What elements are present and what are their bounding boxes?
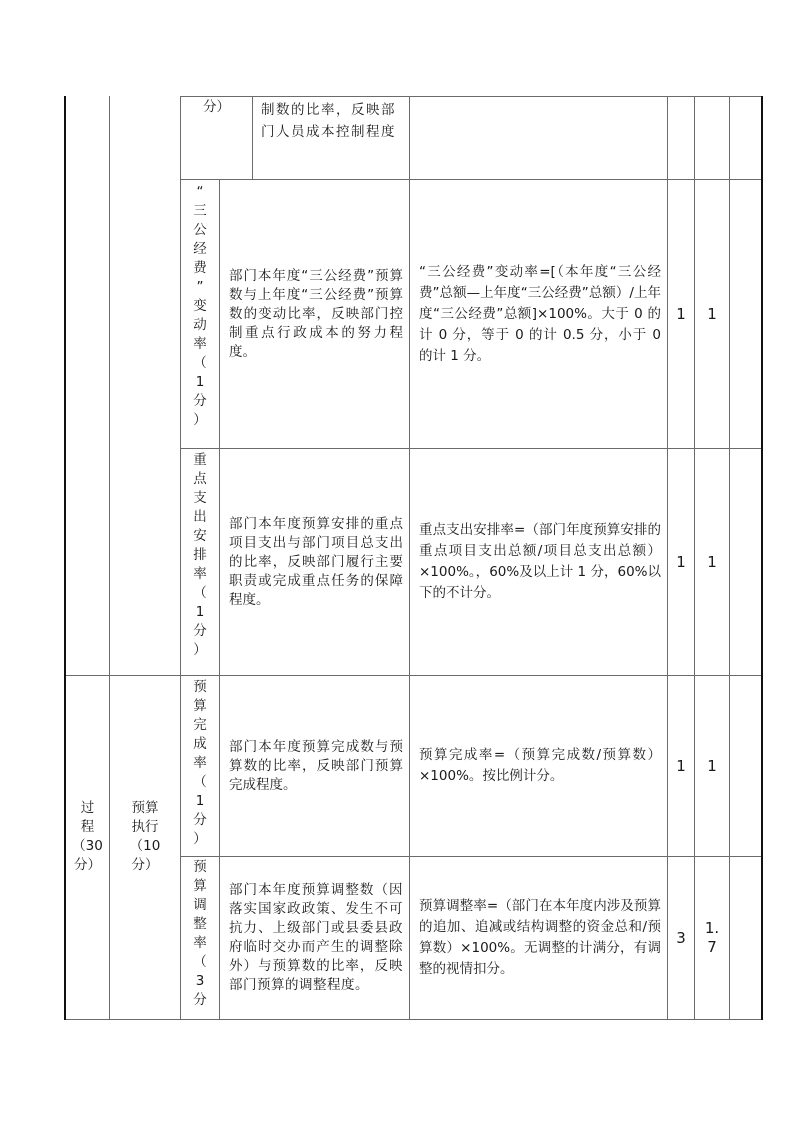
indicator-char: 率 <box>193 336 207 352</box>
description-cell <box>220 857 409 1019</box>
indicator-char: （ <box>193 355 207 371</box>
indicator-char: 动 <box>193 317 207 333</box>
indicator-char: 1 <box>195 793 205 809</box>
indicator-char: （ <box>193 774 207 790</box>
indicator-char: 分 <box>193 623 207 639</box>
score-cell <box>695 676 729 856</box>
weight-value: 1 <box>676 552 686 571</box>
indicator-char: 排 <box>193 547 207 563</box>
indicator-char: 重 <box>193 452 207 468</box>
indicator-cell <box>181 858 219 1019</box>
indicator-char: 分 <box>193 393 207 409</box>
weight-cell <box>668 180 694 448</box>
description-cell <box>220 180 409 448</box>
note-cell <box>730 676 761 856</box>
indicator-char: 分 <box>193 992 207 1008</box>
description-text: 部门本年度“三公经费”预算数与上年度“三公经费”预算数的变动比率，反映部门控制重点行政成本的努力程度。 <box>229 267 403 360</box>
indicator-char: 费 <box>193 260 207 276</box>
indicator-char: “ <box>196 184 204 200</box>
description-text: 部门本年度预算调整数（因落实国家政政策、发生不可抗力、上级部门或县委县政府临时交办而产生的调整除外）与预算数的比率，反映部门预算的调整程度。 <box>229 882 403 993</box>
criteria-cell <box>410 676 667 856</box>
weight-value: 3 <box>676 928 686 947</box>
indicator-char: 调 <box>193 897 207 913</box>
indicator-char: 整 <box>193 916 207 932</box>
criteria-text: 预算完成率=（预算完成数/预算数）×100%。按比例计分。 <box>419 747 661 784</box>
indicator-char: 安 <box>193 528 207 544</box>
indicator-char: 算 <box>193 878 207 894</box>
level2-char: 分） <box>131 857 159 873</box>
description-text: 部门本年度预算安排的重点项目支出与部门项目总支出的比率，反映部门履行主要职责或完成重点任务的保障程度。 <box>229 515 403 608</box>
indicator-char: 经 <box>193 241 207 257</box>
description-text: 制数的比率，反映部门人员成本控制程度 <box>261 102 396 140</box>
table-border-top-partial <box>180 96 762 97</box>
level2-indicator-cell <box>110 799 180 875</box>
level2-char: （10 <box>129 838 161 854</box>
score-cell <box>695 857 729 1019</box>
indicator-char: 率 <box>193 755 207 771</box>
indicator-char: 出 <box>193 509 207 525</box>
indicator-char: 三 <box>193 203 207 219</box>
note-cell <box>730 180 761 448</box>
criteria-text: “三公经费”变动率=[（本年度“三公经费”总额—上年度“三公经费”总额）/上年度“三公经费”总额]×100%。大于 0 的计 0 分，等于 0 的计 0.5 分，小于 0 的计 1 分。 <box>419 263 661 364</box>
indicator-char: ） <box>193 412 207 428</box>
indicator-char: ） <box>193 831 207 847</box>
criteria-text: 重点支出安排率=（部门年度预算安排的重点项目支出总额/项目总支出总额）×100%。，60%及以上计 1 分，60%以下的不计分。 <box>419 522 661 601</box>
indicator-char: 率 <box>193 566 207 582</box>
level1-char: （30 <box>72 838 103 854</box>
note-cell <box>730 857 761 1019</box>
indicator-cell <box>181 678 219 856</box>
indicator-char: （ <box>193 954 207 970</box>
indicator-char: 预 <box>193 679 207 695</box>
table-border-bottom <box>64 1019 762 1020</box>
level1-char: 程 <box>80 819 95 835</box>
criteria-text: 预算调整率=（部门在本年度内涉及预算的追加、追减或结构调整的资金总和/预算数）×100%。无调整的计满分，有调整的视情扣分。 <box>419 898 661 977</box>
description-text: 部门本年度预算完成数与预算数的比率，反映部门预算完成程度。 <box>229 738 403 793</box>
indicator-char: 3 <box>195 973 205 989</box>
indicator-char: 完 <box>193 717 207 733</box>
score-value: 1 <box>707 552 717 571</box>
column-divider <box>109 96 110 1020</box>
description-cell <box>220 676 409 856</box>
table-border-left <box>64 96 66 1020</box>
criteria-cell <box>410 857 667 1019</box>
indicator-char: ） <box>193 642 207 658</box>
indicator-tail: 分） <box>203 99 230 115</box>
score-cell <box>695 180 729 448</box>
weight-value: 1 <box>676 756 686 775</box>
indicator-char: 1 <box>195 604 205 620</box>
indicator-char: 公 <box>193 222 207 238</box>
indicator-char: ” <box>196 279 204 295</box>
table-border-right <box>761 96 763 1020</box>
indicator-char: 1 <box>195 374 205 390</box>
indicator-char: 预 <box>193 859 207 875</box>
score-value: 1 <box>707 304 717 323</box>
level1-indicator-cell <box>66 799 109 875</box>
score-cell <box>695 449 729 675</box>
indicator-cell <box>181 183 219 447</box>
criteria-cell <box>410 180 667 448</box>
weight-cell <box>668 449 694 675</box>
description-cell-continued <box>253 99 409 143</box>
indicator-char: 分 <box>193 812 207 828</box>
weight-cell <box>668 676 694 856</box>
indicator-char: 率 <box>193 935 207 951</box>
level1-char: 过 <box>80 800 95 816</box>
level2-char: 执行 <box>131 819 159 835</box>
criteria-cell <box>410 449 667 675</box>
weight-cell <box>668 857 694 1019</box>
indicator-cell <box>181 451 219 675</box>
indicator-char: 成 <box>193 736 207 752</box>
score-value: 1 <box>707 756 717 775</box>
indicator-char: 算 <box>193 698 207 714</box>
weight-value: 1 <box>676 304 686 323</box>
indicator-char: 点 <box>193 471 207 487</box>
description-cell <box>220 449 409 675</box>
indicator-char: （ <box>193 585 207 601</box>
indicator-char: 变 <box>193 298 207 314</box>
note-cell <box>730 449 761 675</box>
score-value: 1.7 <box>704 919 720 956</box>
level2-char: 预算 <box>131 800 159 816</box>
indicator-char: 支 <box>193 490 207 506</box>
indicator-cell-continued <box>181 98 252 117</box>
level1-char: 分） <box>74 857 101 873</box>
